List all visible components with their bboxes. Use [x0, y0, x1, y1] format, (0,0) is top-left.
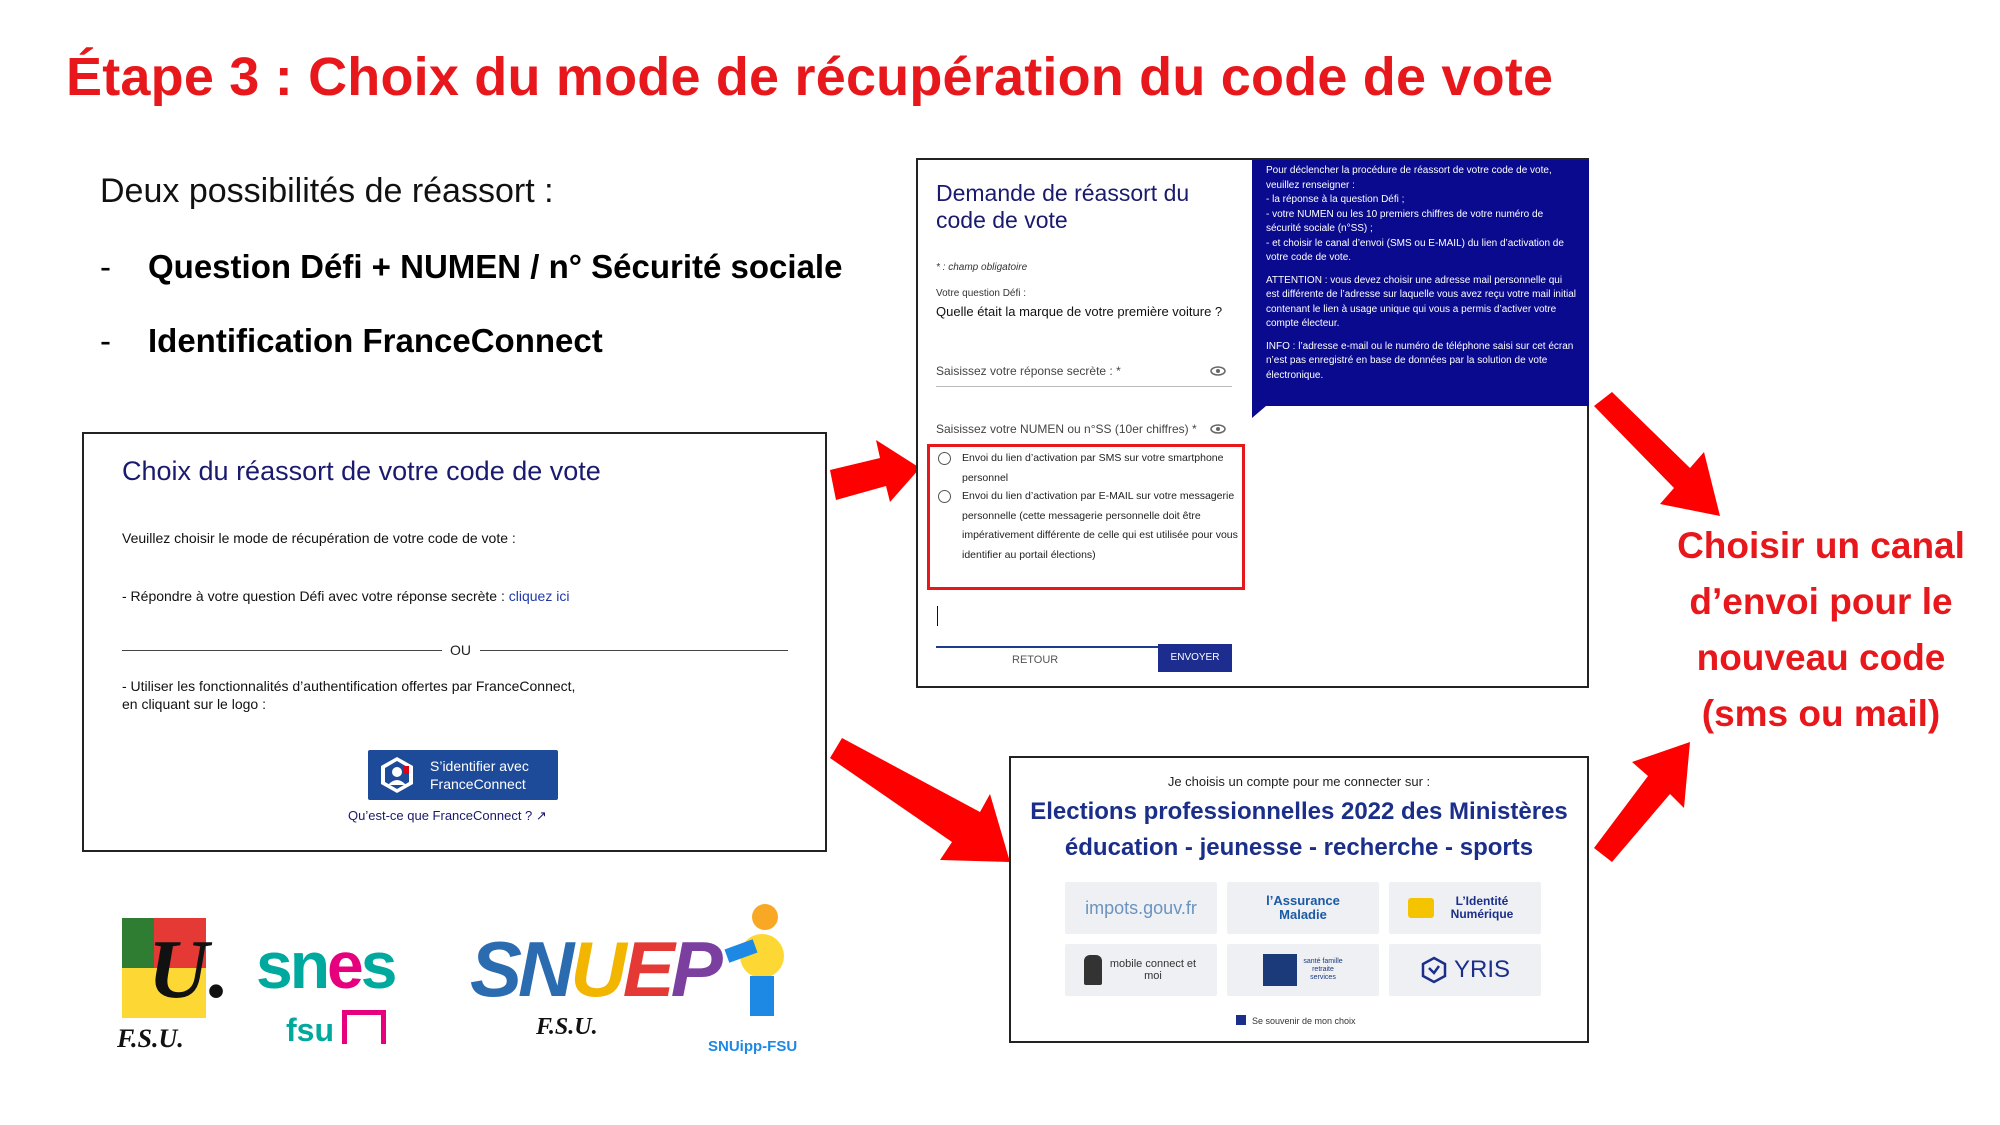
logo-u-letter: U. [148, 923, 230, 1016]
franceconnect-icon [378, 756, 416, 794]
choice-card-heading: Choix du réassort de votre code de vote [122, 456, 601, 486]
provider-label: mobile connect et moi [1109, 958, 1197, 982]
demande-title: Demande de réassort du code de vote [936, 180, 1190, 233]
info-paragraph-3: INFO : l’adresse e-mail ou le numéro de téléphone saisi sur cet écran n’est pas enregistré en base de données par la solution de vote électronique. [1266, 340, 1574, 381]
cliquez-ici-link[interactable]: cliquez ici [508, 588, 570, 604]
or-label: OU [450, 642, 471, 658]
divider-right [480, 650, 788, 651]
choice-option-fc-line2: en cliquant sur le logo : [122, 696, 266, 712]
elections-title-line2: éducation - jeunesse - recherche - sports [1064, 834, 1534, 861]
provider-mobileconnect[interactable] [1065, 944, 1217, 996]
provider-label: santé famille retraite services [1303, 958, 1343, 981]
bullet-dash: - [100, 248, 111, 285]
yris-icon [1420, 956, 1448, 984]
channel-highlight-box [927, 444, 1245, 590]
eye-icon[interactable] [1210, 424, 1226, 434]
logo-snuep-word: SNUEP [470, 925, 719, 1013]
franceconnect-button[interactable] [368, 750, 558, 800]
divider-left [122, 650, 442, 651]
eye-icon[interactable] [1210, 366, 1226, 376]
text-caret [937, 606, 938, 626]
provider-label: YRIS [1453, 956, 1510, 983]
send-button[interactable]: ENVOYER [1158, 644, 1232, 672]
numen-input[interactable]: Saisissez votre NUMEN ou n°SS (10er chiffres) * [936, 422, 1197, 436]
provider-label: impots.gouv.fr [1085, 897, 1197, 918]
logo-caption: SNUipp-FSU [708, 1038, 798, 1055]
provider-label: l’Assurance Maladie [1266, 893, 1340, 922]
info-paragraph-1: Pour déclencher la procédure de réassort de votre code de vote, veuillez renseigner : - la réponse à la question Défi ; - votre NUMEN ou les 10 premiers chiffres de votre numéro de sécurité sociale (n°SS) ; - et choisir le canal d’envoi (SMS ou E-MAIL) du lien d’activation de votre code de vote. [1266, 165, 1564, 263]
remember-label: Se souvenir de mon choix [1252, 1016, 1356, 1026]
provider-yris[interactable] [1389, 944, 1541, 996]
arrow-to-elections [830, 738, 1010, 862]
logo-snes-figure [342, 1010, 386, 1044]
choice-option-fc-line1: - Utiliser les fonctionnalités d’authentification offertes par FranceConnect, [122, 678, 576, 694]
question-value: Quelle était la marque de votre première voiture ? [936, 304, 1223, 319]
laposte-icon [1408, 898, 1434, 918]
logo-caption: F.S.U. [536, 1014, 598, 1040]
arrow-demande-to-text [1594, 392, 1720, 516]
demande-card [916, 158, 1589, 688]
fc-button-line2: FranceConnect [430, 776, 526, 792]
mobileconnect-icon [1084, 955, 1102, 985]
radio-mail[interactable] [938, 490, 951, 503]
question-label: Votre question Défi : [936, 288, 1027, 299]
logo-figure-head [752, 904, 778, 930]
provider-msa[interactable] [1227, 944, 1379, 996]
radio-sms-label: Envoi du lien d’activation par SMS sur votre smartphone personnel [962, 452, 1224, 484]
logo-snes-fsu [256, 920, 436, 1060]
provider-label: L’Identité Numérique [1450, 894, 1514, 921]
fc-button-line1: S’identifier avec [430, 758, 529, 774]
elections-title-line1: Elections professionnelles 2022 des Ministères [1030, 798, 1568, 825]
logo-snuep-fsu [470, 924, 719, 1054]
bullet-text: Identification FranceConnect [148, 322, 603, 359]
remember-checkbox[interactable] [1236, 1015, 1246, 1025]
arrow-elections-to-text [1594, 742, 1690, 862]
choice-card-instruction: Veuillez choisir le mode de récupération de votre code de vote : [122, 530, 516, 546]
provider-laposte[interactable] [1389, 882, 1541, 934]
provider-ameli[interactable] [1227, 882, 1379, 934]
franceconnect-info-link[interactable]: Qu’est-ce que FranceConnect ? ↗ [348, 808, 547, 823]
elections-header: Je choisis un compte pour me connecter sur : [1167, 774, 1431, 789]
provider-impots[interactable] [1065, 882, 1217, 934]
elections-card [1009, 756, 1589, 1043]
bullet-text: Question Défi + NUMEN / n° Sécurité sociale [148, 248, 843, 285]
logo-snes-word: snes [256, 928, 395, 1002]
choice-card [82, 432, 827, 852]
page-title: Étape 3 : Choix du mode de récupération du code de vote [66, 47, 1554, 107]
intro-text: Deux possibilités de réassort : [100, 172, 554, 210]
arrow-to-demande [830, 440, 920, 502]
logo-u-fsu [112, 918, 232, 1058]
choice-option-defi-text: - Répondre à votre question Défi avec votre réponse secrète : [122, 588, 509, 604]
logo-figure-leg [750, 976, 774, 1016]
logo-caption: F.S.U. [117, 1024, 184, 1053]
msa-icon [1263, 954, 1297, 986]
logo-snuipp-fsu [706, 904, 816, 1064]
back-button[interactable]: RETOUR [1012, 654, 1059, 666]
channel-callout: Choisir un canal d’envoi pour le nouveau code (sms ou mail) [1677, 525, 1965, 734]
radio-mail-label: Envoi du lien d’activation par E-MAIL sur votre messagerie personnelle (cette messagerie personnelle doit être impérativement différente de celle qui est utilisée pour vous identifier au portail élections) [962, 490, 1238, 561]
logo-fsu-word: fsu [286, 1012, 334, 1048]
info-panel [1252, 160, 1589, 406]
bullet-dash: - [100, 322, 111, 359]
info-panel-tail [1252, 406, 1266, 418]
info-paragraph-2: ATTENTION : vous devez choisir une adresse mail personnelle qui est différente de l’adresse sur laquelle vous avez reçu votre mail initial contenant le lien à usage unique qui vous a permis d’activer votre compte électeur. [1266, 274, 1576, 329]
choice-option-defi [122, 588, 569, 604]
secret-answer-input[interactable]: Saisissez votre réponse secrète : * [936, 364, 1232, 387]
radio-sms[interactable] [938, 452, 951, 465]
required-note: * : champ obligatoire [936, 262, 1028, 273]
